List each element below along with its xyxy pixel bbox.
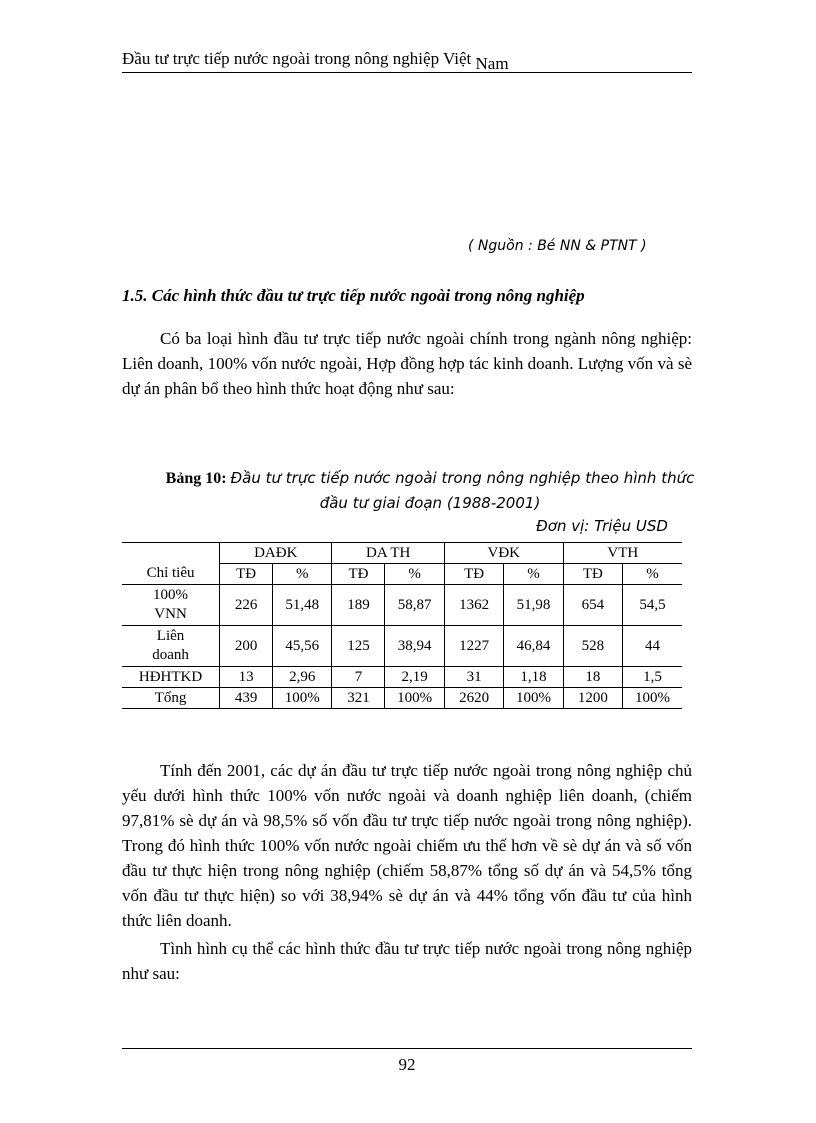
fdi-form-table xyxy=(122,542,682,709)
row-label: Tổng xyxy=(122,688,220,709)
table-cell: 45,56 xyxy=(273,626,332,667)
row-label-line2: VNN xyxy=(154,606,187,622)
table-cell: 439 xyxy=(220,688,273,709)
table-cell: 51,98 xyxy=(504,585,563,626)
row-label-line2: doanh xyxy=(152,647,189,663)
table-cell: 528 xyxy=(563,626,622,667)
table-cell: 226 xyxy=(220,585,273,626)
subheader-value: TĐ xyxy=(332,564,385,585)
table-cell: 2,96 xyxy=(273,667,332,688)
subheader-percent: % xyxy=(385,564,444,585)
table-cell: 654 xyxy=(563,585,622,626)
running-header xyxy=(122,48,692,73)
table-unit: Đơn vị: Triệu USD xyxy=(536,517,668,535)
table-cell: 1362 xyxy=(444,585,503,626)
row-label-line1: 100% xyxy=(153,587,189,603)
group-header: VTH xyxy=(563,543,682,564)
table-cell: 46,84 xyxy=(504,626,563,667)
section-heading: 1.5. Các hình thức đầu tư trực tiếp nước ngoài trong nông nghiệp xyxy=(122,286,585,305)
table-cell: 2,19 xyxy=(385,667,444,688)
page-number: 92 xyxy=(398,1055,416,1074)
row-label-line1: Liên xyxy=(156,628,185,644)
closing-paragraph: Tình hình cụ thể các hình thức đầu tư trực tiếp nước ngoài trong nông nghiệp như sau: xyxy=(122,939,692,983)
table-cell: 54,5 xyxy=(623,585,682,626)
table-cell: 1,18 xyxy=(504,667,563,688)
running-header-title: Đầu tư trực tiếp nước ngoài trong nông nghiệp Việt xyxy=(122,49,472,68)
table-row xyxy=(122,667,682,688)
table-cell: 100% xyxy=(504,688,563,709)
header-rule xyxy=(122,72,692,73)
running-header-title-tail: Nam xyxy=(475,54,509,73)
table-cell: 2620 xyxy=(444,688,503,709)
table-cell: 13 xyxy=(220,667,273,688)
table-cell: 125 xyxy=(332,626,385,667)
table-cell: 31 xyxy=(444,667,503,688)
table-caption-label: Bảng 10: xyxy=(165,470,227,487)
table-cell: 321 xyxy=(332,688,385,709)
subheader-percent: % xyxy=(273,564,332,585)
group-header: VĐK xyxy=(444,543,563,564)
table-cell: 200 xyxy=(220,626,273,667)
table-cell: 38,94 xyxy=(385,626,444,667)
subheader-percent: % xyxy=(623,564,682,585)
row-header-label: Chỉ tiêu xyxy=(122,564,220,585)
footer-rule xyxy=(122,1048,692,1049)
table-cell: 51,48 xyxy=(273,585,332,626)
table-caption xyxy=(160,466,700,516)
subheader-percent: % xyxy=(504,564,563,585)
table-subheader-row xyxy=(122,564,682,585)
subheader-value: TĐ xyxy=(563,564,622,585)
intro-paragraph: Có ba loại hình đầu tư trực tiếp nước ngoài chính trong ngành nông nghiệp: Liên doanh, 100% vốn nước ngoài, Hợp đồng hợp tác kinh doanh. Lượng vốn và sè dự án phân bổ theo hình thức hoạt động như sau: xyxy=(122,329,692,398)
source-note: ( Nguồn : Bé NN & PTNT ) xyxy=(468,238,647,254)
table-row xyxy=(122,585,682,626)
table-cell: 7 xyxy=(332,667,385,688)
row-label: HĐHTKD xyxy=(122,667,220,688)
table-cell: 18 xyxy=(563,667,622,688)
row-label xyxy=(122,626,220,667)
table-total-row xyxy=(122,688,682,709)
subheader-value: TĐ xyxy=(444,564,503,585)
table-cell: 1200 xyxy=(563,688,622,709)
row-label xyxy=(122,585,220,626)
table-cell: 1,5 xyxy=(623,667,682,688)
group-header: DAĐK xyxy=(220,543,332,564)
table-cell: 189 xyxy=(332,585,385,626)
table-row xyxy=(122,626,682,667)
table-caption-text: Đầu tư trực tiếp nước ngoài trong nông nghiệp theo hình thức đầu tư giai đoạn (1988-2001) xyxy=(230,469,695,512)
table-cell: 1227 xyxy=(444,626,503,667)
header-empty-cell xyxy=(122,543,220,564)
table-cell: 100% xyxy=(385,688,444,709)
analysis-paragraph: Tính đến 2001, các dự án đầu tư trực tiếp nước ngoài trong nông nghiệp chủ yếu dưới hình thức 100% vốn nước ngoài và doanh nghiệp liên doanh, (chiếm 97,81% sè dự án và 98,5% số vốn đầu tư trực tiếp nước ngoài trong nông nghiệp). Trong đó hình thức 100% vốn nước ngoài chiếm ưu thế hơn về sè dự án và số vốn đầu tư thực hiện trong nông nghiệp (chiếm 58,87% tổng số dự án và 54,5% tổng vốn đầu tư thực hiện) so với 38,94% sè dự án và 44% tổng vốn đầu tư của hình thức liên doanh. xyxy=(122,761,692,930)
table-cell: 100% xyxy=(273,688,332,709)
group-header: DA TH xyxy=(332,543,444,564)
table-cell: 100% xyxy=(623,688,682,709)
subheader-value: TĐ xyxy=(220,564,273,585)
table-cell: 58,87 xyxy=(385,585,444,626)
table-cell: 44 xyxy=(623,626,682,667)
table-header-row xyxy=(122,543,682,564)
